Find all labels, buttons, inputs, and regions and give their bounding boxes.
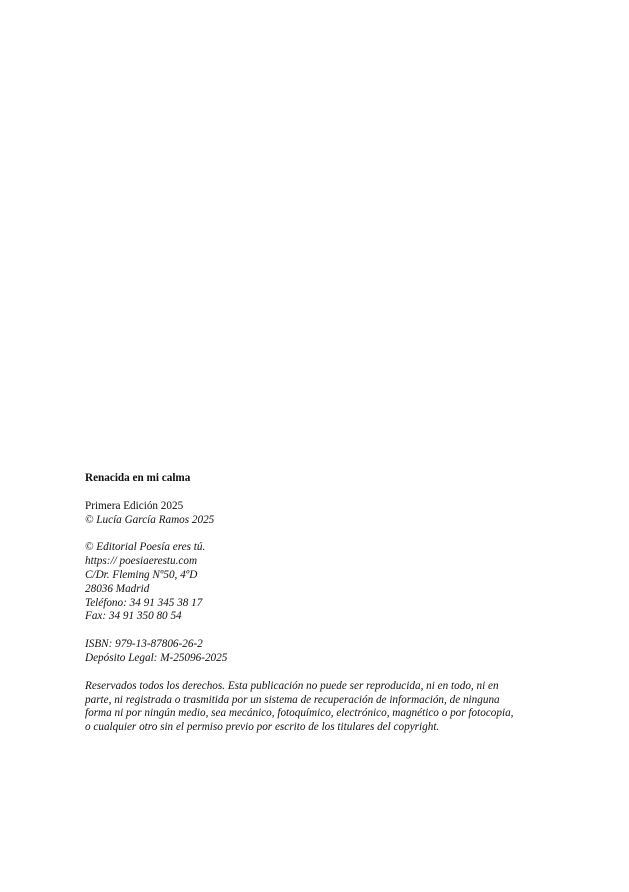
spacer <box>85 486 546 500</box>
isbn: ISBN: 979-13-87806-26-2 <box>85 638 203 651</box>
spacer <box>85 666 546 680</box>
spacer <box>85 527 546 541</box>
rights-notice <box>85 680 546 735</box>
registration-block <box>85 638 546 666</box>
publisher-city: 28036 Madrid <box>85 582 150 595</box>
author-copyright: © Lucía García Ramos 2025 <box>85 513 215 526</box>
rights-line: parte, ni registrada o trasmitida por un sistema de recuperación de información, de ninguna <box>85 693 500 706</box>
rights-line: Reservados todos los derechos. Esta publicación no puede ser reproducida, ni en todo, ni en <box>85 679 499 692</box>
publisher-fax: Fax: 34 91 350 80 54 <box>85 610 182 623</box>
edition-line: Primera Edición 2025 <box>85 499 184 512</box>
publisher-phone: Teléfono: 34 91 345 38 17 <box>85 596 203 609</box>
publisher-website: https:// poesiaerestu.com <box>85 555 198 568</box>
publisher-block <box>85 541 546 624</box>
edition-block <box>85 500 546 528</box>
legal-deposit: Depósito Legal: M-25096-2025 <box>85 651 228 664</box>
rights-line: forma ni por ningún medio, sea mecánico, fotoquímico, electrónico, magnético o por fotocopia, <box>85 707 514 720</box>
rights-line: o cualquier otro sin el permiso previo por escrito de los titulares del copyright. <box>85 721 440 734</box>
publisher-street: C/Dr. Fleming Nº50, 4ºD <box>85 568 198 581</box>
colophon <box>85 472 546 735</box>
publisher-copyright: © Editorial Poesía eres tú. <box>85 541 206 554</box>
book-title: Renacida en mi calma <box>85 472 191 484</box>
spacer <box>85 624 546 638</box>
